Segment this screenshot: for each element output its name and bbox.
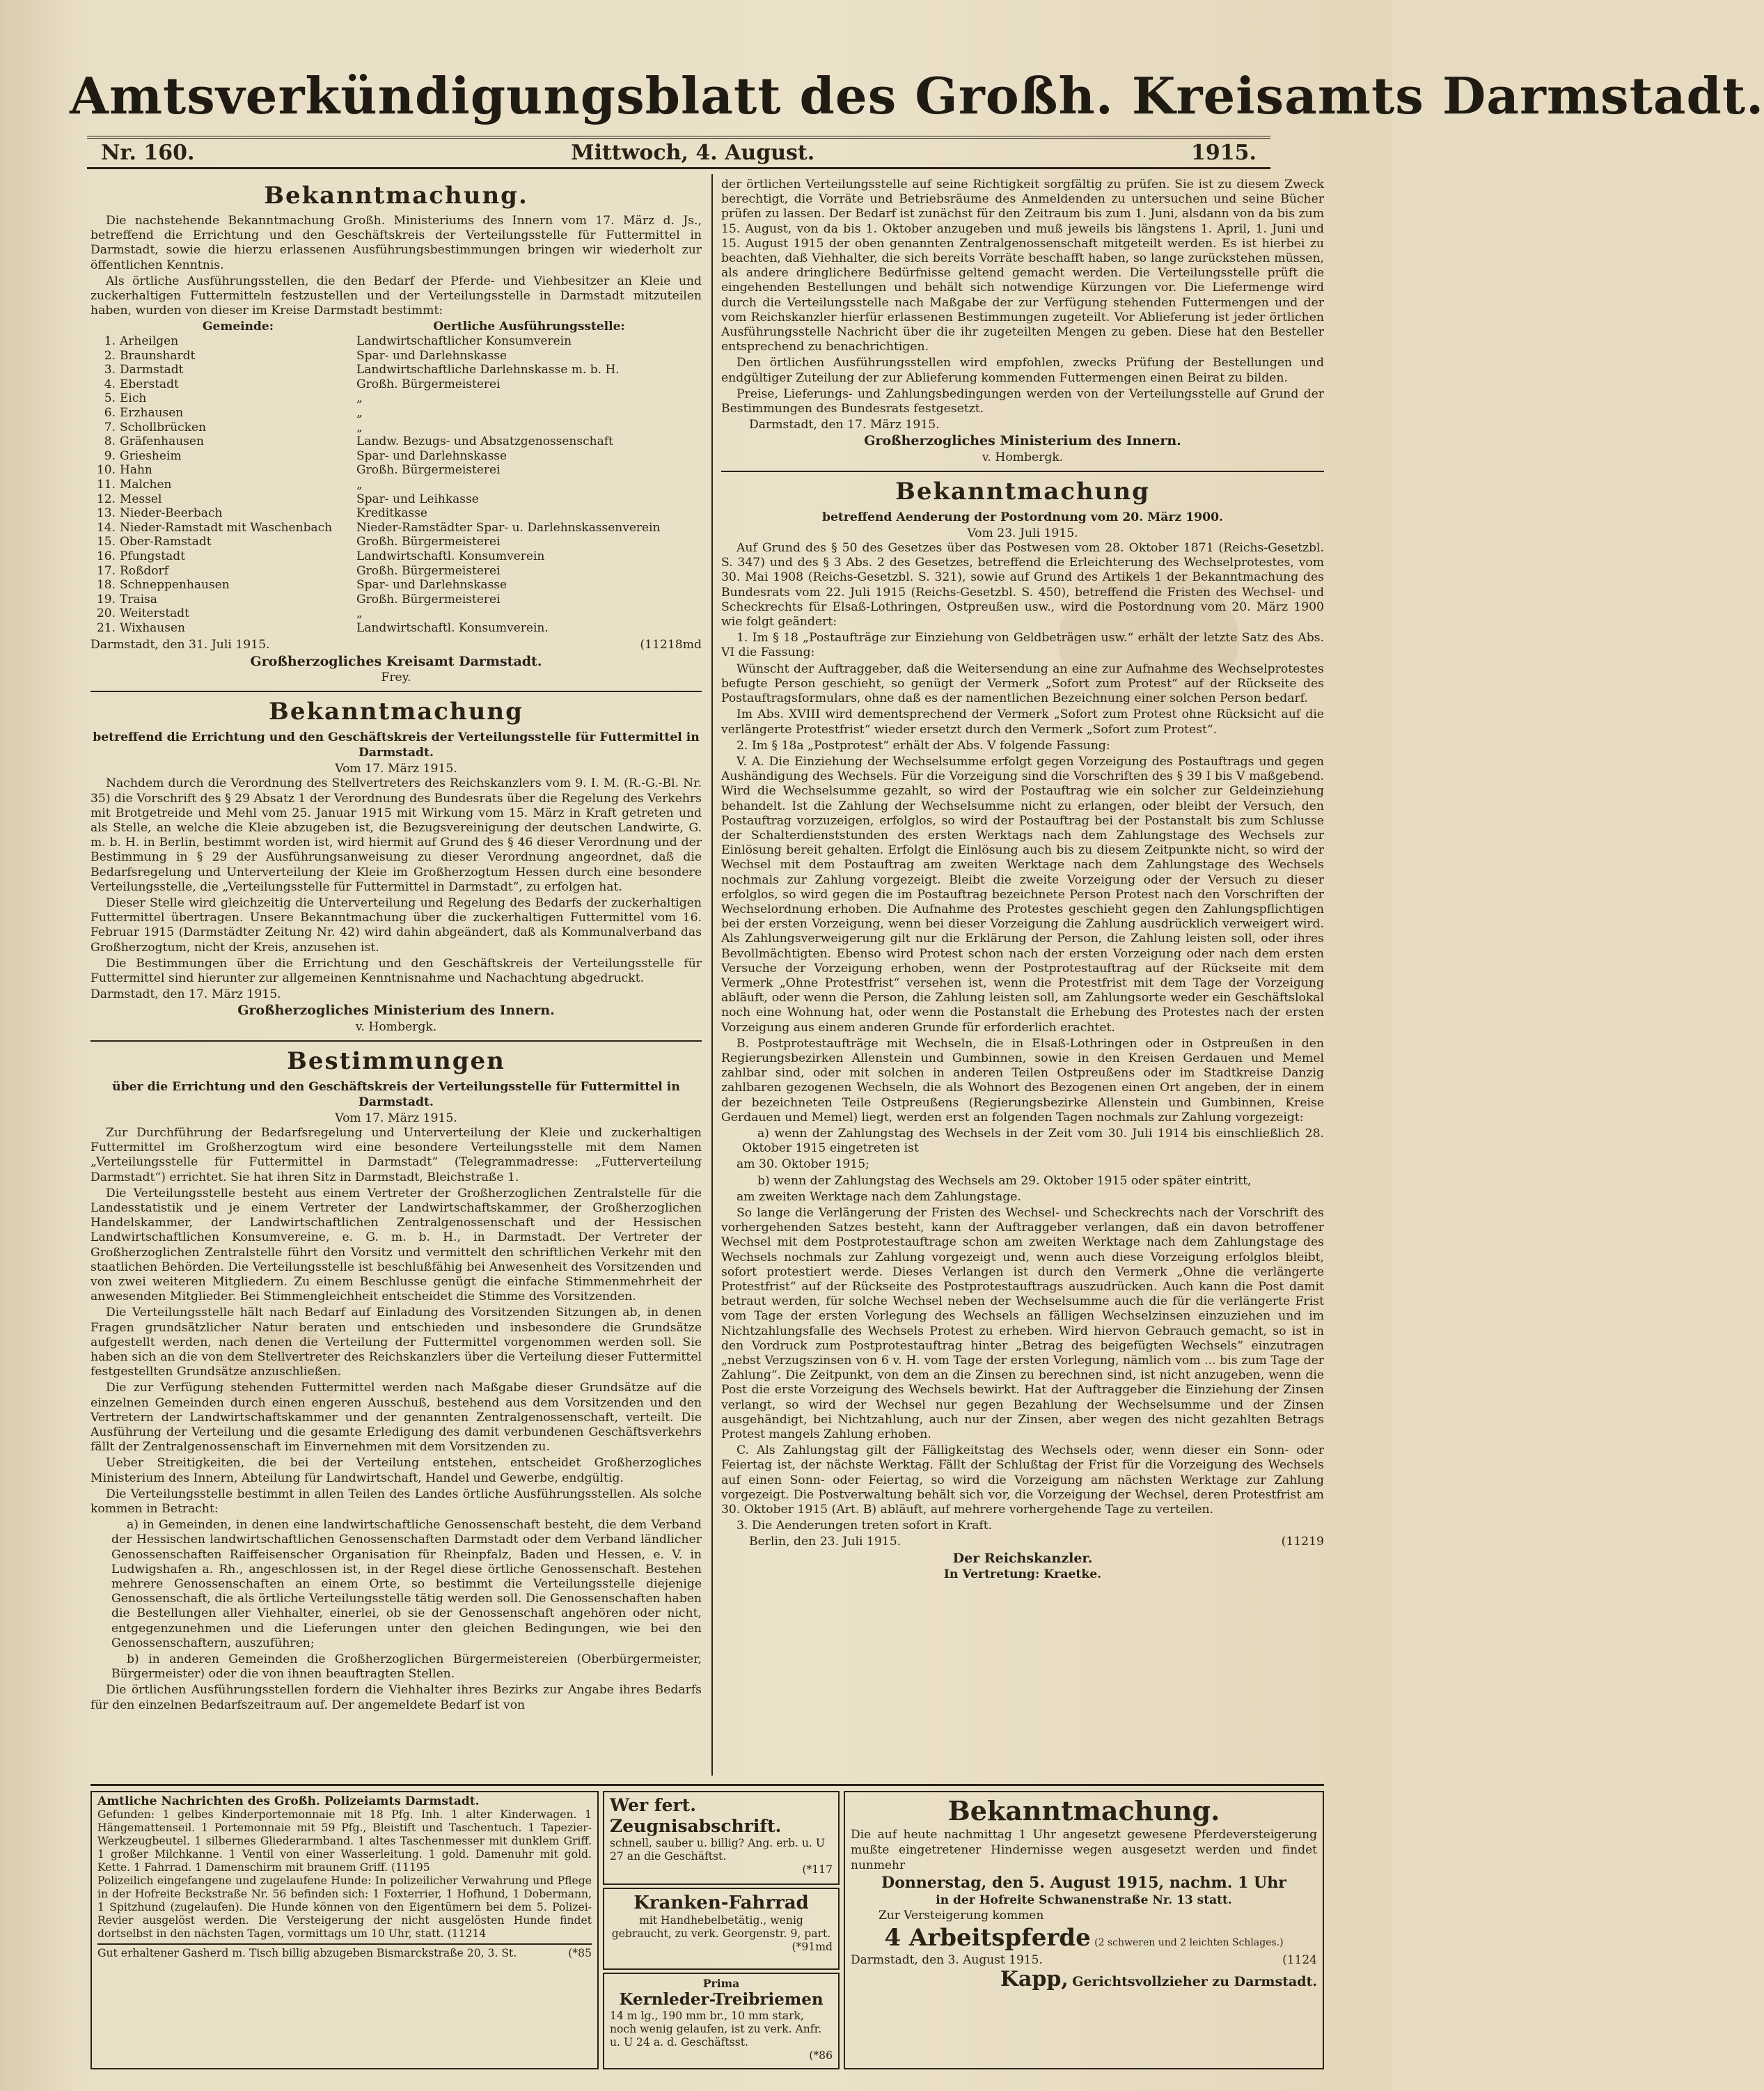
auction-big-row <box>851 1923 1317 1952</box>
place-row-stelle: Kreditkasse <box>356 506 427 521</box>
notice3-heading: Bestimmungen <box>287 1047 505 1075</box>
place-row-gemeinde: Darmstadt <box>120 363 184 377</box>
place-row-number: 10. <box>96 463 116 478</box>
column-divider <box>711 174 713 1776</box>
post-date-line: Berlin, den 23. Juli 1915. <box>749 1535 901 1549</box>
place-row <box>90 549 702 564</box>
notice1-heading: Bekanntmachung. <box>264 182 528 210</box>
place-row-number: 2. <box>104 348 116 363</box>
place-row-stelle: Landwirtschaftl. Konsumverein. <box>356 620 549 635</box>
place-row-number: 15. <box>96 535 116 549</box>
place-row <box>90 391 702 406</box>
post-subheading: betreffend Aenderung der Postordnung vom 20. März 1900. <box>821 510 1224 524</box>
place-row-number: 1. <box>104 334 116 349</box>
place-row-gemeinde: Roßdorf <box>120 563 168 578</box>
auction-title: Gerichtsvollzieher zu Darmstadt. <box>1072 1974 1317 1989</box>
place-row-number: 3. <box>104 363 116 377</box>
post-item3: 3. Die Aenderungen treten sofort in Kraft. <box>737 1519 993 1533</box>
place-row-number: 9. <box>104 448 116 463</box>
notice1-dateline <box>90 638 702 652</box>
continuation-signature: Großherzogliches Ministerium des Innern. <box>864 433 1181 449</box>
place-row-gemeinde: Schollbrücken <box>120 420 207 434</box>
post-quote2: Im Abs. XVIII wird dementsprechend der Vermerk „Sofort zum Protest ohne Rücksicht auf die verlängerte Protestfrist“ wieder ersetzt durch den Vermerk „Sofort zum Protest“. <box>721 707 1324 737</box>
place-row-gemeinde: Erzhausen <box>120 405 184 420</box>
zeugnis-ad <box>603 1791 840 1885</box>
notice2-subheading: betreffend die Errichtung und den Geschäftskreis der Verteilungsstelle für Futtermittel in Darmstadt. <box>93 730 700 760</box>
place-row-gemeinde: Eberstadt <box>120 377 179 391</box>
gasherd-text: Gut erhaltener Gasherd m. Tisch billig abzugeben Bismarckstraße 20, 3. St. <box>97 1947 517 1959</box>
auction-sale-line: Zur Versteigerung kommen <box>879 1909 1044 1922</box>
place-row-stelle: Großh. Bürgermeisterei <box>356 563 501 578</box>
issue-line <box>87 136 1270 169</box>
place-row-number: 11. <box>96 477 116 492</box>
auction-dateline <box>851 1952 1317 1968</box>
notice3-para7: Die örtlichen Ausführungsstellen fordern die Viehhalter ihres Bezirks zur Angabe ihres Bedarfs für den einzelnen Bedarfszeitraum auf. Der angemeldete Bedarf ist von <box>90 1683 702 1712</box>
notice2-signer: v. Hombergk. <box>355 1019 437 1034</box>
rule <box>90 691 702 692</box>
place-row-stelle: Spar- und Darlehnskasse <box>356 348 507 363</box>
notice2-para3: Die Bestimmungen über die Errichtung und den Geschäftskreis der Verteilungsstelle für Futtermittel sind hierunter zur allgemeinen Kenntnisnahme und Nachachtung abgedruckt. <box>90 956 702 985</box>
left-column <box>90 178 702 1779</box>
fahrrad-body: mit Handhebelbetätig., wenig gebraucht, zu verk. Georgenstr. 9, part. <box>611 1914 831 1940</box>
place-row-stelle: „ <box>356 405 363 420</box>
place-row <box>90 334 702 349</box>
place-row-number: 12. <box>96 492 116 506</box>
police-notice <box>90 1791 599 2069</box>
place-row-stelle: Landwirtschaftl. Konsumverein <box>356 549 545 563</box>
place-row-number: 19. <box>96 592 116 606</box>
place-row-number: 6. <box>104 405 116 420</box>
fahrrad-ref: (*91md <box>792 1941 833 1953</box>
place-table-header <box>90 320 702 334</box>
zeugnis-body: schnell, sauber u. billig? Ang. erb. u. U 27 an die Geschäftst. <box>610 1837 825 1863</box>
place-row-gemeinde: Hahn <box>120 463 152 478</box>
post-b-b2: am zweiten Werktage nach dem Zahlungstage. <box>737 1189 1021 1204</box>
right-column <box>721 178 1324 1779</box>
place-row-stelle: Großh. Bürgermeisterei <box>356 535 501 549</box>
auction-where: in der Hofreite Schwanenstraße Nr. 13 statt. <box>936 1893 1232 1907</box>
place-row <box>90 492 702 507</box>
notice3-date: Vom 17. März 1915. <box>335 1111 457 1125</box>
ads-separator <box>90 1784 1324 1786</box>
place-row-gemeinde: Nieder-Ramstadt mit Waschenbach <box>120 520 333 535</box>
place-table <box>90 320 702 635</box>
notice1-intro: Die nachstehende Bekanntmachung Großh. Ministeriums des Innern vom 17. März d. Js., betreffend die Errichtung und den Geschäftskreis der Verteilungsstelle für Futtermittel in Darmstadt, sowie die hierzu erlassenen Ausführungsbestimmungen bringen wir wiederholt zur öffentlichen Kenntnis. <box>90 214 702 272</box>
place-row-number: 8. <box>104 434 116 449</box>
issue-date: Mittwoch, 4. August. <box>571 141 815 165</box>
masthead-title: Amtsverkündigungsblatt des Großh. Kreisamts Darmstadt. <box>70 66 1764 125</box>
place-row-number: 5. <box>104 391 116 406</box>
place-row-gemeinde: Schneppenhausen <box>120 578 230 593</box>
place-row-stelle: Spar- und Leihkasse <box>356 492 479 506</box>
notice3-para5: Ueber Streitigkeiten, die bei der Verteilung entstehen, entscheidet Großherzogliches Ministerium des Innern, Abteilung für Landwirtschaft, Handel und Gewerbe, endgültig. <box>90 1456 702 1485</box>
notice3-para1: Zur Durchführung der Bedarfsregelung und Unterverteilung der Kleie und zuckerhaltigen Futtermittel im Großherzogtum wird eine besondere Verteilungsstelle mit dem Namen „Verteilungsstelle für Futtermittel in Darmstadt“ (Telegrammadresse: „Futterverteilung Darmstadt“) errichtet. Sie hat ihren Sitz in Darmstadt, Bleichstraße 1. <box>90 1125 702 1184</box>
place-row-stelle: Nieder-Ramstädter Spar- u. Darlehnskassenverein <box>356 520 661 535</box>
notice3-para4: Die zur Verfügung stehenden Futtermittel werden nach Maßgabe dieser Grundsätze auf die einzelnen Gemeinden durch einen engeren Ausschuß, bestehend aus dem Vorsitzenden und den Vertretern der Landwirtschaftskammer und der genannten Zentralgenossenschaft, verteilt. Die Ausführung der Verteilung und die gesamte Erledigung des damit verbundenen Geschäftsverkehrs fällt der Zentralgenossenschaft im Einvernehmen mit dem Vorsitzenden zu. <box>90 1381 702 1455</box>
post-b-b: b) wenn der Zahlungstag des Wechsels am 29. Oktober 1915 oder später eintritt, <box>757 1173 1252 1188</box>
notice2-signature: Großherzogliches Ministerium des Innern. <box>237 1003 555 1019</box>
place-row-gemeinde: Weiterstadt <box>120 606 190 621</box>
post-signature: Der Reichskanzler. <box>952 1550 1093 1566</box>
post-date: Vom 23. Juli 1915. <box>967 526 1078 540</box>
gasherd-ad <box>97 1943 592 1960</box>
place-row-number: 21. <box>96 620 116 635</box>
notice3-item-a: a) in Gemeinden, in denen eine landwirtschaftliche Genossenschaft besteht, die dem Verband der Hessischen landwirtschaftlichen Genossenschaften Darmstadt oder dem Verband ländlicher Genossenschaften Raiffeisenscher Organisation für Rheinpfalz, Baden und Hessen, e. V. in Ludwigshafen a. Rh., angeschlossen ist, in der Regel diese örtliche Genossenschaft. Bestehen mehrere Genossenschaften an einem Orte, so bestimmt die Verteilungsstelle diejenige Genossenschaft, die als örtliche Verteilungsstelle tätig werden soll. Die Genossenschaften haben die Bestellungen aller Viehhalter, einerlei, ob sie der Genossenschaft angehören oder nicht, entgegenzunehmen und die Lieferungen unter den gleichen Bedingungen, wie bei den Genossenschaftern, auszuführen; <box>111 1518 702 1650</box>
place-row-number: 7. <box>104 420 116 434</box>
place-row-number: 13. <box>96 506 116 521</box>
place-row-gemeinde: Pfungstadt <box>120 549 185 563</box>
police-title: Amtliche Nachrichten des Großh. Polizeiamts Darmstadt. <box>97 1794 480 1808</box>
place-row-stelle: Großh. Bürgermeisterei <box>356 377 501 391</box>
place-row-number: 4. <box>104 377 116 391</box>
post-heading: Bekanntmachung <box>895 477 1150 506</box>
place-row <box>90 535 702 549</box>
place-row <box>90 593 702 607</box>
continuation-text: der örtlichen Verteilungsstelle auf seine Richtigkeit sorgfältig zu prüfen. Sie ist zu diesem Zweck berechtigt, die Vorräte und Betriebsräume des Anmeldenden zu untersuchen und seine Bücher prüfen zu lassen. Der Bedarf ist zunächst für den Zeitraum bis zum 1. Juni, alsdann von da bis zum 15. August, von da bis 1. Oktober anzugeben und muß jeweils bis längstens 1. April, 1. Juni und 15. August 1915 der oben genannten Zentralgenossenschaft mitgeteilt werden. Es ist hierbei zu beachten, daß Viehhalter, die sich bereits Vorräte beschafft haben, so lange zurückstehen müssen, als andere dringlichere Bedürfnisse geltend gemacht werden. Die Verteilungsstelle prüft die eingehenden Bestellungen und behält sich notwendige Kürzungen vor. Die Liefermenge wird durch die Verteilungsstelle nach Maßgabe der zur Verfügung stehenden Futtermengen und der vom Reichskanzler hierfür erlassenen Bestimmungen zugeteilt. Vor Ablieferung ist jeder örtlichen Ausführungsstelle Nachricht über die ihr zugeteilten Mengen zu geben. Diese hat den Besteller entsprechend zu benachrichtigen. <box>721 178 1324 354</box>
notice3-para3: Die Verteilungsstelle hält nach Bedarf auf Einladung des Vorsitzenden Sitzungen ab, in denen Fragen grundsätzlicher Natur beraten und entschieden und insbesondere die Grundsätze aufgestellt werden, nach denen die Verteilung der Futtermittel vorgenommen werden soll. Sie haben sich an die von dem Stellvertreter des Reichskanzlers über die Verteilung dieser Futtermittel festgestellten Grundsätze anzuschließen. <box>90 1306 702 1379</box>
place-row-gemeinde: Gräfenhausen <box>120 434 204 449</box>
place-row-gemeinde: Malchen <box>120 477 172 492</box>
place-row-stelle: Landw. Bezugs- und Absatzgenossenschaft <box>356 434 613 449</box>
riemen-body: 14 m lg., 190 mm br., 10 mm stark, noch wenig gelaufen, ist zu verk. Anfr. u. U 24 a. d. Geschäftsst. <box>610 2010 822 2049</box>
place-row <box>90 578 702 593</box>
place-row <box>90 621 702 636</box>
notice2-para2: Dieser Stelle wird gleichzeitig die Unterverteilung und Regelung des Bedarfs der zuckerhaltigen Futtermittel übertragen. Unsere Bekanntmachung über die zuckerhaltigen Futtermittel vom 16. Februar 1915 (Darmstädter Zeitung Nr. 42) wird dahin abgeändert, daß als Kommunalverband das Großherzogtum, nicht der Kreis, anzusehen ist. <box>90 895 702 955</box>
place-row-number: 17. <box>96 563 116 578</box>
auction-heading: Bekanntmachung. <box>947 1795 1220 1826</box>
place-row-gemeinde: Wixhausen <box>120 620 185 635</box>
place-rows <box>90 334 702 635</box>
notice1-signature: Großherzogliches Kreisamt Darmstadt. <box>250 653 542 669</box>
rule <box>721 471 1324 472</box>
place-row-number: 14. <box>96 520 116 535</box>
issue-year: 1915. <box>1191 141 1257 165</box>
post-item2: 2. Im § 18a „Postprotest“ erhält der Abs. V folgende Fassung: <box>737 738 1110 753</box>
place-row <box>90 506 702 521</box>
place-row-stelle: Landwirtschaftlicher Konsumverein <box>356 334 572 349</box>
place-row-stelle: Landwirtschaftliche Darlehnskasse m. b. H. <box>356 363 620 377</box>
place-row <box>90 564 702 579</box>
notice3-para6: Die Verteilungsstelle bestimmt in allen Teilen des Landes örtliche Ausführungsstellen. Als solche kommen in Betracht: <box>90 1487 702 1517</box>
fahrrad-ad <box>603 1888 840 1970</box>
col-gemeinde: Gemeinde: <box>203 320 274 334</box>
notice3-para2: Die Verteilungsstelle besteht aus einem Vertreter der Großherzoglichen Zentralstelle für die Landesstatistik und je einem Vertreter der Landwirtschaftskammer, der Großherzoglichen Handelskammer, der Landwirtschaftlichen Zentralgenossenschaft und der Hessischen Landwirtschaftlichen Konsumvereine, e. G. m. b. H., in Darmstadt. Der Vertreter der Großherzoglichen Zentralstelle führt den Vorsitz und vermittelt den schriftlichen Verkehr mit den staatlichen Behörden. Die Verteilungsstelle ist beschlußfähig bei Anwesenheit des Vorsitzenden und von zwei weiteren Mitgliedern. Zu einem Beschlusse genügt die einfache Stimmenmehrheit der anwesenden Mitglieder. Bei Stimmengleichheit entscheidet die Stimme des Vorsitzenden. <box>90 1186 702 1304</box>
place-row-stelle: „ <box>356 420 363 434</box>
place-row <box>90 606 702 621</box>
post-signer: In Vertretung: Kraetke. <box>943 1567 1102 1581</box>
place-row <box>90 463 702 478</box>
place-row-number: 20. <box>96 606 116 621</box>
place-row-stelle: Großh. Bürgermeisterei <box>356 463 501 478</box>
auction-intro: Die auf heute nachmittag 1 Uhr angesetzt gewesene Pferdeversteigerung mußte eingetretener Hindernisse wegen ausgesetzt werden und findet nunmehr <box>851 1828 1317 1872</box>
place-row-gemeinde: Traisa <box>120 592 157 606</box>
place-row-gemeinde: Ober-Ramstadt <box>120 535 212 549</box>
zeugnis-title: Wer fert. Zeugnisabschrift. <box>610 1795 782 1836</box>
issue-number: Nr. 160. <box>101 141 195 165</box>
place-row-stelle: „ <box>356 477 363 492</box>
riemen-ref: (*86 <box>809 2049 833 2062</box>
auction-note: (2 schweren und 2 leichten Schlages.) <box>1094 1937 1284 1948</box>
notice1-para2: Als örtliche Ausführungsstellen, die den Bedarf der Pferde- und Viehbesitzer an Kleie und zuckerhaltigen Futtermitteln festzustellen und der Verteilungsstelle in Darmstadt mitzuteilen haben, wurden von dieser im Kreise Darmstadt bestimmt: <box>90 274 702 318</box>
auction-when: Donnerstag, den 5. August 1915, nachm. 1 Uhr <box>881 1874 1286 1892</box>
notice1-signer: Frey. <box>381 670 411 684</box>
place-row-number: 18. <box>96 578 116 593</box>
riemen-title: Kernleder-Treibriemen <box>619 1990 824 2009</box>
post-b-cont: So lange die Verlängerung der Fristen des Wechsel- und Scheckrechts nach der Vorschrift des vorhergehenden Satzes besteht, kann der Auftraggeber verlangen, daß ein davon betroffener Wechsel mit dem Postprotestauftrage schon am zweiten Werktage nach dem Zahlungstage des Wechsels nochmals zur Zahlung vorgezeigt und, wenn auch diese Vorzeigung erfolglos bleibt, sofort protestiert werde. Dieses Verlangen ist durch den Vermerk „Ohne die verlängerte Protestfrist“ auf der Rückseite des Postprotestauftrags auszudrücken. Auch kann die Post damit betraut werden, für solche Wechsel neben der Wechselsumme auch die für die verlängerte Frist vom Tage der ersten Vorlegung des Wechsels an fälligen Wechselzinsen einzuziehen und im Nichtzahlungsfalle des Wechsels Protest zu erheben. Wird hiervon Gebrauch gemacht, so ist in den Vordruck zum Postprotestauftrag hinter „Betrag des beigefügten Wechsels“ einzutragen „nebst Verzugszinsen von 6 v. H. vom Tage der ersten Vorlegung, nämlich vom ... bis zum Tage der Zahlung“. Die Zeitpunkt, von dem an die Zinsen zu berechnen sind, ist nicht anzugeben, wenn die Post die erste Vorzeigung des Wechsels bewirkt. Hat der Auftraggeber die Einziehung der Zinsen verlangt, so wird der Wechsel nur gegen Bezahlung der Wechselsumme und der Zinsen ausgehändigt, bei Nichtzahlung, auch nur der Zinsen, aber wegen des nicht gezahlten Betrags Protest mangels Zahlung erhoben. <box>721 1206 1324 1442</box>
place-row <box>90 349 702 363</box>
auction-name: Kapp, <box>1000 1967 1069 1991</box>
place-row <box>90 521 702 535</box>
notice2-date: Vom 17. März 1915. <box>335 762 457 776</box>
place-row-gemeinde: Eich <box>120 391 147 406</box>
place-row-gemeinde: Arheilgen <box>120 334 179 349</box>
place-row <box>90 363 702 377</box>
post-b-para: B. Postprotestaufträge mit Wechseln, die in Elsaß-Lothringen oder in Ostpreußen in den Regierungsbezirken Allenstein und Gumbinnen, sowie in den Kreisen Gerdauen und Memel zahlbar sind, oder mit solchen in anderen Teilen Ostpreußens oder im Stadtkreise Danzig zahlbaren gezogenen Wechseln, die als Wohnort des Bezogenen einen Ort angeben, der in einem der bezeichneten Teile Ostpreußens (Regierungsbezirke Allenstein und Gumbinnen, Kreise Gerdauen und Memel) liegt, werden erst an folgenden Tagen nochmals zur Zahlung vorgezeigt: <box>721 1036 1324 1125</box>
continuation-signer: v. Hombergk. <box>982 450 1064 464</box>
auction-ad <box>844 1791 1324 2069</box>
place-row <box>90 377 702 392</box>
place-row <box>90 406 702 421</box>
post-v-para: V. A. Die Einziehung der Wechselsumme erfolgt gegen Vorzeigung des Postauftrags und gegen Aushändigung des Wechsels. Für die Vorzeigung sind die Vorschriften des § 39 I bis V maßgebend. Wird die Wechselsumme gezahlt, so wird der Postauftrag wie ein solcher zur Geldeinziehung behandelt. Ist die Zahlung der Wechselsumme nicht zu erlangen, oder bleibt der Versuch, den Postauftrag vorzuzeigen, erfolglos, so wird der Postauftrag bei der Postanstalt bis zum Schlusse der Schalterdienststunden des ersten Werktags nach dem Zahlungstage des Wechsels zur Einlösung bereit gehalten. Erfolgt die Einlösung auch bis zu diesem Zeitpunkte nicht, so wird der Wechsel mit dem Postauftrag am zweiten Werktage nach dem Zahlungstage des Wechsels nochmals zur Zahlung vorgezeigt. Bleibt die zweite Vorzeigung oder der Versuch zu dieser erfolglos, so wird gegen die im Postauftrag bezeichnete Person Protest nach den Vorschriften der Wechselordnung erhoben. Die Aufnahme des Protestes geschieht gegen den Zahlungspflichtigen bei der ersten Vorzeigung, wenn bei dieser Vorzeigung die Zahlung ausdrücklich verweigert wird. Als Zahlungsverweigerung gilt nur die Erklärung der Person, die Zahlung leisten soll, oder ihres Bevollmächtigten. Ebenso wird Protest schon nach der ersten Vorzeigung oder nach dem ersten Versuche der Vorzeigung erhoben, wenn der Postprotestauftrag auf der Rückseite mit dem Vermerk „Ohne Protestfrist“ versehen ist, wenn die Protestfrist mit dem Tage der Vorzeigung abläuft, oder wenn die Person, die Zahlung leisten soll, am Zahlungsorte weder ein Geschäftslokal noch eine Wohnung hat, oder wenn die Postanstalt die Erhebung des Protestes nach der ersten Vorzeigung aus einem anderen Grunde für erforderlich erachtet. <box>721 754 1324 1035</box>
fahrrad-title: Kranken-Fahrrad <box>633 1893 809 1913</box>
notice2-dateline: Darmstadt, den 17. März 1915. <box>90 987 281 1002</box>
post-quote1: Wünscht der Auftraggeber, daß die Weitersendung an eine zur Aufnahme des Wechselprotestes befugte Person geschieht, so genügt der Vermerk „Sofort zum Protest“ auf der Rückseite des Postauftragsformulars, ohne daß es der namentlichen Bezeichnung einer solchen Person bedarf. <box>721 661 1324 706</box>
notice3-item-b: b) in anderen Gemeinden die Großherzoglichen Bürgermeistereien (Oberbürgermeister, Bürgermeister) oder die von ihnen beauftragten Stellen. <box>111 1652 702 1682</box>
police-body2: Polizeilich eingefangene und zugelaufene Hunde: In polizeilicher Verwahrung und Pflege in der Hofreite Beckstraße Nr. 56 befinden sich: 1 Foxterrier, 1 Hofhund, 1 Dobermann, 1 Spitzhund (zugelaufen). Die Hunde können von den Eigentümern bei dem 5. Polizei-Revier ausgelöst werden. Die Versteigerung der nicht ausgelösten Hunde findet dortselbst in den nächsten Tagen, vormittags um 10 Uhr, statt. (11214 <box>97 1874 592 1940</box>
place-row-stelle: „ <box>356 391 363 406</box>
place-row-stelle: „ <box>356 606 363 621</box>
col-stelle: Oertliche Ausführungsstelle: <box>433 320 625 334</box>
auction-signer <box>851 1967 1317 1991</box>
place-row-gemeinde: Braunshardt <box>120 348 196 363</box>
zeugnis-ref: (*117 <box>802 1863 833 1876</box>
notice1-date: Darmstadt, den 31. Juli 1915. <box>90 638 270 652</box>
place-row-number: 16. <box>96 549 116 563</box>
police-body: Gefunden: 1 gelbes Kinderportemonnaie mit 18 Pfg. Inh. 1 alter Kinderwagen. 1 Hängemattenseil. 1 Portemonnaie mit 59 Pfg., Bleistift und Taschentuch. 1 Tapezier-Werkzeugbeutel. 1 silbernes Gliederarmband. 1 altes Taschenmesser mit dunklem Griff. 1 großer Milchkanne. 1 Ventil von einer Wasserleitung. 1 gold. Damenuhr mit gold. Kette. 1 Fahrrad. 1 Damenschirm mit braunem Griff. (11195 <box>97 1808 592 1874</box>
post-ref: (11219 <box>1281 1535 1324 1549</box>
place-row <box>90 421 702 435</box>
continuation-date: Darmstadt, den 17. März 1915. <box>749 418 940 432</box>
riemen-kicker: Prima <box>702 1977 740 1990</box>
notice2-para1: Nachdem durch die Verordnung des Stellvertreters des Reichskanzlers vom 9. I. M. (R.-G.-Bl. Nr. 35) die Vorschrift des § 29 Absatz 1 der Verordnung des Bundesrats über die Regelung des Verkehrs mit Brotgetreide und Mehl vom 25. Januar 1915 mit Wirkung vom 15. März in Kraft getreten und als Stelle, an welche die Kleie abzugeben ist, die Bezugsvereinigung der deutschen Landwirte, G. m. b. H. in Berlin, bestimmt worden ist, wird hiermit auf Grund des § 46 dieser Verordnung und der Bestimmung in § 29 der Ausführungsanweisung zu dieser Verordnung angeordnet, daß die Bedarfsregelung und Unterverteilung der Kleie im Großherzogtum Hessen durch eine besondere Verteilungsstelle, die „Verteilungsstelle für Futtermittel in Darmstadt“, zu erfolgen hat. <box>90 776 702 894</box>
place-row-gemeinde: Messel <box>120 492 162 506</box>
place-row-gemeinde: Nieder-Beerbach <box>120 506 223 521</box>
riemen-ad <box>603 1973 840 2069</box>
auction-big: 4 Arbeitspferde <box>884 1924 1091 1952</box>
gasherd-ref: (*85 <box>568 1947 592 1959</box>
post-item1: 1. Im § 18 „Postaufträge zur Einziehung von Geldbeträgen usw.“ erhält der letzte Satz des Abs. VI die Fassung: <box>721 631 1324 660</box>
place-row-stelle: Spar- und Darlehnskasse <box>356 578 507 593</box>
place-row <box>90 449 702 464</box>
post-para1: Auf Grund des § 50 des Gesetzes über das Postwesen vom 28. Oktober 1871 (Reichs-Gesetzbl. S. 347) und des § 3 Abs. 2 des Gesetzes, betreffend die Erleichterung des Wechselprotestes, vom 30. Mai 1908 (Reichs-Gesetzbl. S. 321), sowie auf Grund des Artikels 1 der Bekanntmachung des Bundesrats vom 22. Juli 1915 (Reichs-Gesetzbl. S. 450), betreffend die Fristen des Wechsel- und Scheckrechts für Elsaß-Lothringen, Ostpreußen usw., wird die Postordnung vom 20. März 1900 wie folgt geändert: <box>721 541 1324 629</box>
post-c-para: C. Als Zahlungstag gilt der Fälligkeitstag des Wechsels oder, wenn dieser ein Sonn- oder Feiertag ist, der nächste Werktag. Fällt der Schlußtag der Frist für die Vorzeigung des Wechsels auf einen Sonn- oder Feiertag, so wird die Vorzeigung am nächsten Werktage zur Zahlung vorgezeigt. Die Postverwaltung behält sich vor, die Vorzeigung der Wechsel, deren Protestfrist am 30. Oktober 1915 (Art. B) abläuft, auf mehrere vorhergehende Tage zu verteilen. <box>721 1443 1324 1517</box>
notice2-heading: Bekanntmachung <box>269 698 523 726</box>
auction-date: Darmstadt, den 3. August 1915. <box>851 1953 1043 1967</box>
notice1-ref: (11218md <box>640 638 702 652</box>
auction-ref: (1124 <box>1282 1953 1317 1967</box>
notice3-subheading: über die Errichtung und den Geschäftskreis der Verteilungsstelle für Futtermittel in Darmstadt. <box>112 1079 680 1109</box>
place-row <box>90 434 702 449</box>
place-row-stelle: Spar- und Darlehnskasse <box>356 448 507 463</box>
place-row-stelle: Großh. Bürgermeisterei <box>356 592 501 606</box>
place-row <box>90 478 702 492</box>
post-dateline <box>721 1535 1324 1549</box>
continuation-3: Preise, Lieferungs- und Zahlungsbedingungen werden von der Verteilungsstelle auf Grund der Bestimmungen des Bundesrats festgesetzt. <box>721 386 1324 416</box>
place-row-gemeinde: Griesheim <box>120 448 182 463</box>
rule <box>90 1040 702 1042</box>
post-b-a: a) wenn der Zahlungstag des Wechsels in der Zeit vom 30. Juli 1914 bis einschließlich 28. Oktober 1915 eingetreten ist <box>742 1126 1324 1156</box>
continuation-2: Den örtlichen Ausführungsstellen wird empfohlen, zwecks Prüfung der Bestellungen und endgültiger Zuteilung der zur Ablieferung kommenden Futtermengen einen Beirat zu bilden. <box>721 356 1324 385</box>
post-b-a2: am 30. Oktober 1915; <box>737 1157 869 1172</box>
